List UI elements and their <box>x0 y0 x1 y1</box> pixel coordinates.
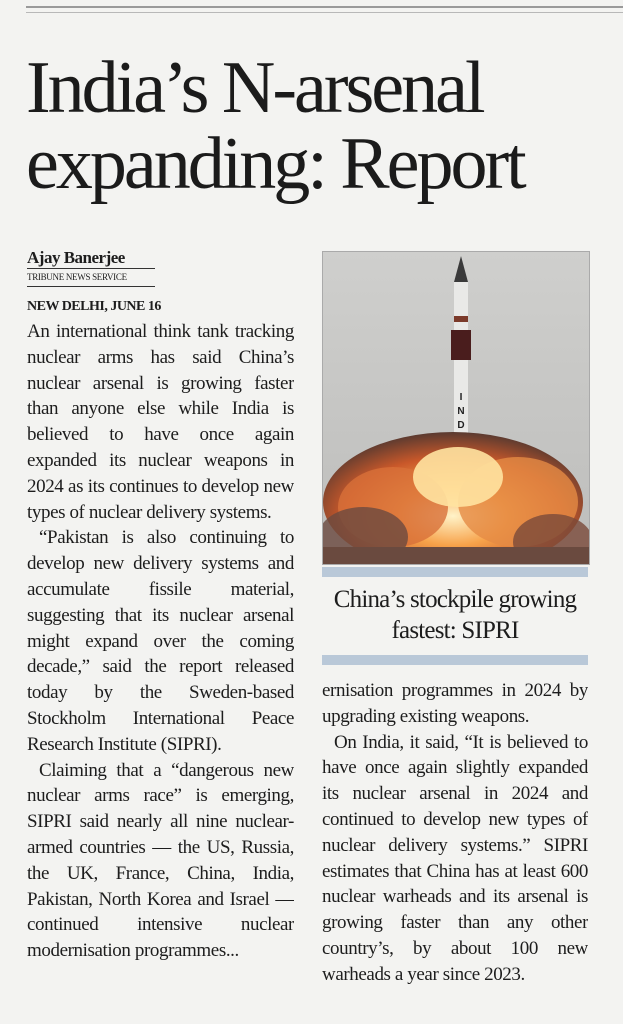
news-service: TRIBUNE NEWS SERVICE <box>27 272 127 282</box>
paragraph: Claiming that a “dangerous new nuclear arms race” is emerging, SIPRI said nearly all nine nuclear-armed countries — the US, Russia, the UK, France, China, India, Pakistan, North Korea and Israel — continued intensive nuclear modernisation programmes... <box>27 759 294 962</box>
headline: India’s N-arsenal expanding: Report <box>26 47 524 205</box>
caption-bar-bottom <box>322 655 588 665</box>
paragraph: “Pakistan is also continuing to develop new delivery systems and accumulate fissile material, suggesting that its nuclear arsenal might expand over the coming decade,” said the report released today by the Sweden-based Stockholm International Peace Research Institute (SIPRI). <box>27 527 294 755</box>
paragraph: On India, it said, “It is believed to have once again slightly expanded its nuclear arsenal in 2024 and continued to develop new types of nuclear delivery systems.” SIPRI estimates that China has at least 600 nuclear warheads and its arsenal is growing faster than any other country’s, by about 100 new warheads a year since 2023. <box>322 731 588 985</box>
adjacent-column-edge <box>606 60 623 1020</box>
photo-caption: China’s stockpile growing fastest: SIPRI <box>333 586 577 644</box>
top-rule <box>26 6 623 8</box>
article-column-2 <box>322 678 588 1024</box>
caption-bar-top <box>322 567 588 577</box>
dateline: NEW DELHI, JUNE 16 <box>27 299 161 314</box>
top-rule-secondary <box>26 12 623 13</box>
byline: Ajay Banerjee <box>27 248 125 267</box>
missile-marking-1: I <box>459 392 463 403</box>
article-column-1 <box>27 319 294 1024</box>
paragraph: An international think tank tracking nuclear arms has said China’s nuclear arsenal is growing faster than anyone else while India is believed to have once again expanded its nuclear weapons in 2024 as its continues to develop new types of nuclear delivery systems. <box>27 321 294 523</box>
service-rule <box>27 286 155 287</box>
missile-marking-2: N <box>457 406 465 417</box>
missile-marking-3: D <box>457 420 465 431</box>
missile-launch-image <box>323 252 589 564</box>
missile-photo <box>322 251 590 565</box>
paragraph: ernisation programmes in 2024 by upgrading existing weapons. <box>322 680 588 727</box>
byline-rule <box>27 268 155 269</box>
